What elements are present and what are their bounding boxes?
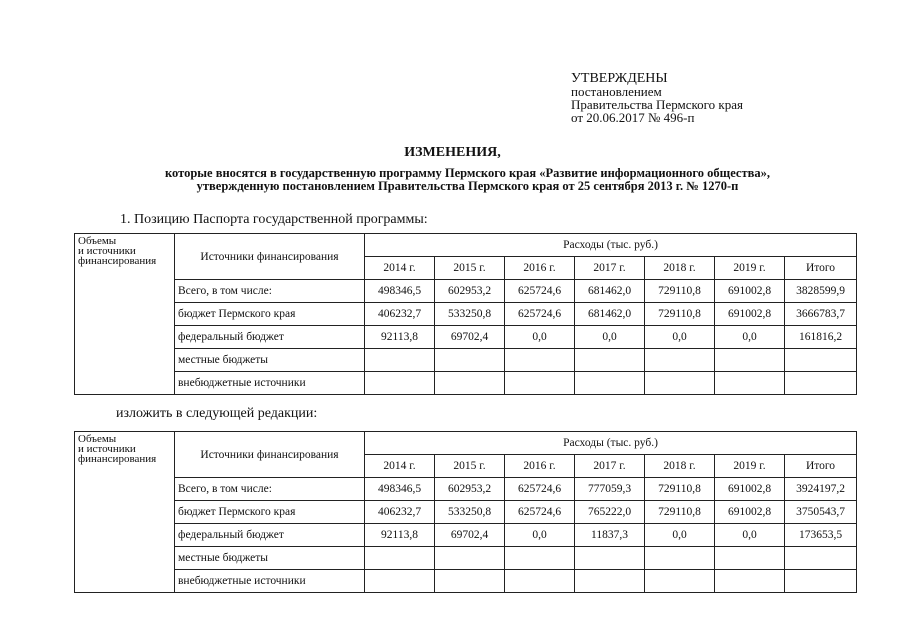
value-cell: 3750543,7 xyxy=(785,501,857,524)
table-row xyxy=(75,547,857,570)
value-cell: 533250,8 xyxy=(435,501,505,524)
expenses-header: Расходы (тыс. руб.) xyxy=(365,234,857,257)
lead-line: и источники xyxy=(78,443,136,455)
year-header: Итого xyxy=(785,257,857,280)
section-heading-2: изложить в следующей редакции: xyxy=(116,406,318,421)
value-cell xyxy=(575,547,645,570)
table-row xyxy=(75,349,857,372)
value-cell xyxy=(365,349,435,372)
row-label: бюджет Пермского края xyxy=(175,303,365,326)
table-row xyxy=(75,501,857,524)
table-row xyxy=(75,326,857,349)
value-cell xyxy=(785,349,857,372)
document-title: ИЗМЕНЕНИЯ, xyxy=(404,145,501,160)
value-cell: 729110,8 xyxy=(645,478,715,501)
value-cell: 69702,4 xyxy=(435,524,505,547)
value-cell: 691002,8 xyxy=(715,303,785,326)
lead-cell xyxy=(75,234,175,395)
value-cell xyxy=(715,349,785,372)
approval-stamp xyxy=(571,72,743,124)
value-cell xyxy=(435,547,505,570)
source-header: Источники финансирования xyxy=(175,234,365,280)
value-cell: 498346,5 xyxy=(365,478,435,501)
row-label: внебюджетные источники xyxy=(175,570,365,593)
value-cell: 498346,5 xyxy=(365,280,435,303)
value-cell xyxy=(365,570,435,593)
value-cell xyxy=(715,372,785,395)
approval-line-1: УТВЕРЖДЕНЫ xyxy=(571,71,668,86)
value-cell: 0,0 xyxy=(505,524,575,547)
value-cell xyxy=(715,547,785,570)
value-cell: 3666783,7 xyxy=(785,303,857,326)
year-header: Итого xyxy=(785,455,857,478)
lead-cell xyxy=(75,432,175,593)
approval-line-2: постановлением xyxy=(571,84,662,99)
year-header: 2016 г. xyxy=(505,455,575,478)
value-cell: 681462,0 xyxy=(575,280,645,303)
source-header: Источники финансирования xyxy=(175,432,365,478)
value-cell: 11837,3 xyxy=(575,524,645,547)
value-cell xyxy=(575,349,645,372)
row-label: местные бюджеты xyxy=(175,349,365,372)
value-cell: 3828599,9 xyxy=(785,280,857,303)
value-cell: 691002,8 xyxy=(715,478,785,501)
table-row xyxy=(75,303,857,326)
value-cell: 533250,8 xyxy=(435,303,505,326)
value-cell: 92113,8 xyxy=(365,326,435,349)
year-header: 2014 г. xyxy=(365,455,435,478)
value-cell: 625724,6 xyxy=(505,478,575,501)
approval-line-4: от 20.06.2017 № 496-п xyxy=(571,110,695,125)
row-label: внебюджетные источники xyxy=(175,372,365,395)
value-cell xyxy=(715,570,785,593)
value-cell: 406232,7 xyxy=(365,303,435,326)
value-cell xyxy=(365,547,435,570)
value-cell: 406232,7 xyxy=(365,501,435,524)
value-cell xyxy=(785,570,857,593)
financing-table-original xyxy=(74,233,857,395)
lead-line: финансирования xyxy=(78,255,157,267)
table-row xyxy=(75,478,857,501)
row-label: федеральный бюджет xyxy=(175,524,365,547)
row-label: Всего, в том числе: xyxy=(175,478,365,501)
value-cell: 0,0 xyxy=(645,326,715,349)
row-label: бюджет Пермского края xyxy=(175,501,365,524)
value-cell: 681462,0 xyxy=(575,303,645,326)
value-cell: 625724,6 xyxy=(505,280,575,303)
value-cell xyxy=(435,349,505,372)
value-cell: 625724,6 xyxy=(505,501,575,524)
expenses-header: Расходы (тыс. руб.) xyxy=(365,432,857,455)
year-header: 2019 г. xyxy=(715,455,785,478)
value-cell: 602953,2 xyxy=(435,478,505,501)
year-header: 2015 г. xyxy=(435,257,505,280)
value-cell: 0,0 xyxy=(715,326,785,349)
year-header: 2017 г. xyxy=(575,455,645,478)
value-cell: 729110,8 xyxy=(645,501,715,524)
value-cell: 765222,0 xyxy=(575,501,645,524)
value-cell xyxy=(785,372,857,395)
table-row xyxy=(75,280,857,303)
value-cell xyxy=(645,547,715,570)
value-cell: 777059,3 xyxy=(575,478,645,501)
lead-line: Объемы xyxy=(78,433,117,445)
value-cell xyxy=(575,570,645,593)
value-cell: 729110,8 xyxy=(645,280,715,303)
value-cell: 0,0 xyxy=(505,326,575,349)
document-subtitle xyxy=(95,167,840,193)
value-cell xyxy=(645,349,715,372)
lead-line: Объемы xyxy=(78,235,117,247)
year-header: 2017 г. xyxy=(575,257,645,280)
row-label: местные бюджеты xyxy=(175,547,365,570)
table-row xyxy=(75,372,857,395)
header-row xyxy=(75,234,857,257)
value-cell xyxy=(505,349,575,372)
value-cell xyxy=(645,570,715,593)
section-heading-1: 1. Позицию Паспорта государственной программы: xyxy=(120,212,428,227)
value-cell xyxy=(785,547,857,570)
value-cell: 0,0 xyxy=(715,524,785,547)
lead-line: финансирования xyxy=(78,453,157,465)
year-header: 2018 г. xyxy=(645,257,715,280)
subtitle-line-1: которые вносятся в государственную программу Пермского края «Развитие информационного общества», xyxy=(165,166,770,180)
value-cell xyxy=(435,372,505,395)
value-cell: 3924197,2 xyxy=(785,478,857,501)
value-cell: 173653,5 xyxy=(785,524,857,547)
value-cell: 729110,8 xyxy=(645,303,715,326)
value-cell xyxy=(575,372,645,395)
lead-line: и источники xyxy=(78,245,136,257)
value-cell: 625724,6 xyxy=(505,303,575,326)
financing-table-revised xyxy=(74,431,857,593)
value-cell: 602953,2 xyxy=(435,280,505,303)
year-header: 2019 г. xyxy=(715,257,785,280)
year-header: 2015 г. xyxy=(435,455,505,478)
value-cell xyxy=(435,570,505,593)
row-label: Всего, в том числе: xyxy=(175,280,365,303)
value-cell: 161816,2 xyxy=(785,326,857,349)
row-label: федеральный бюджет xyxy=(175,326,365,349)
value-cell: 691002,8 xyxy=(715,501,785,524)
value-cell: 691002,8 xyxy=(715,280,785,303)
value-cell: 92113,8 xyxy=(365,524,435,547)
value-cell xyxy=(365,372,435,395)
table-row xyxy=(75,524,857,547)
year-header: 2018 г. xyxy=(645,455,715,478)
value-cell: 0,0 xyxy=(575,326,645,349)
subtitle-line-2: утвержденную постановлением Правительства Пермского края от 25 сентября 2013 г. № 1270-п xyxy=(196,179,739,193)
year-header: 2016 г. xyxy=(505,257,575,280)
value-cell xyxy=(505,570,575,593)
header-row xyxy=(75,432,857,455)
year-header: 2014 г. xyxy=(365,257,435,280)
value-cell xyxy=(505,372,575,395)
value-cell: 0,0 xyxy=(645,524,715,547)
value-cell xyxy=(645,372,715,395)
value-cell: 69702,4 xyxy=(435,326,505,349)
value-cell xyxy=(505,547,575,570)
approval-line-3: Правительства Пермского края xyxy=(571,97,743,112)
table-row xyxy=(75,570,857,593)
